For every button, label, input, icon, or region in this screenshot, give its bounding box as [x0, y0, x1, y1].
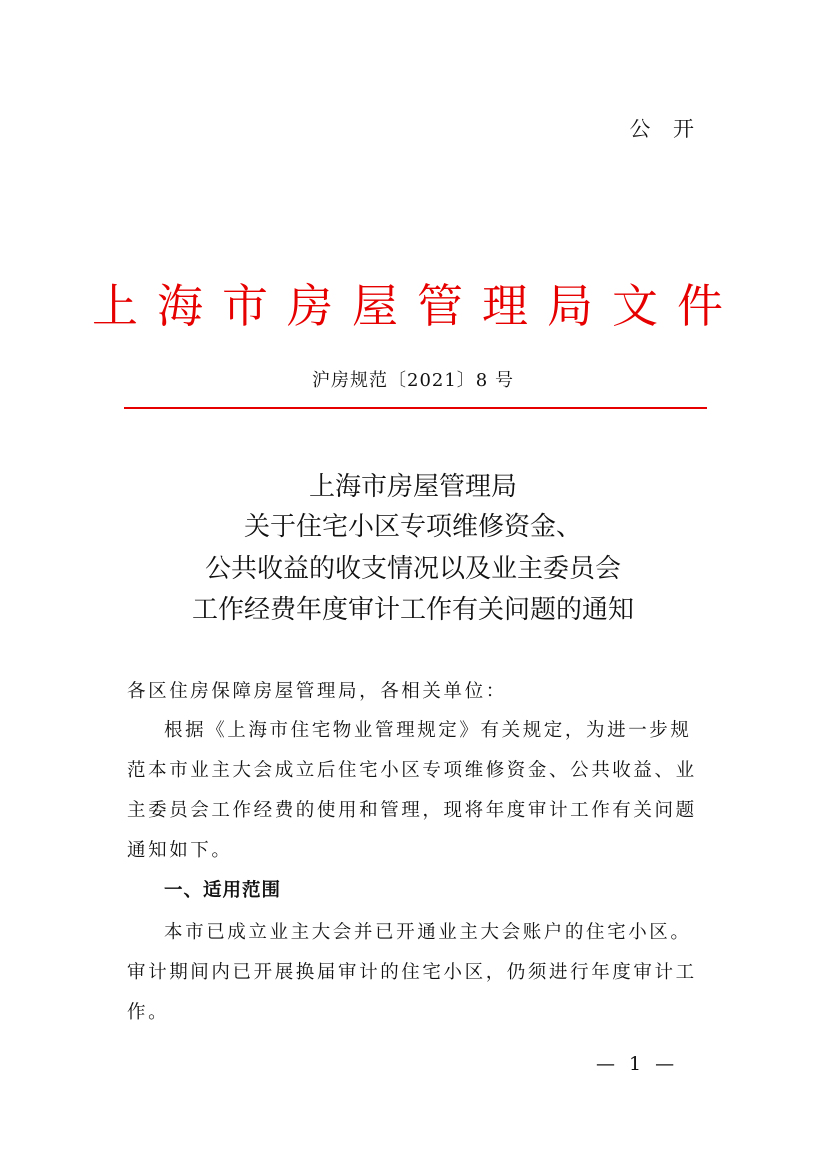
- paragraph-2-line-3: 作。: [127, 1002, 170, 1023]
- paragraph-1-line-1: 根据《上海市住宅物业管理规定》有关规定，为进一步规: [164, 720, 692, 741]
- paragraph-1-line-3: 主委员会工作经费的使用和管理，现将年度审计工作有关问题: [127, 800, 697, 821]
- document-number: 沪房规范〔2021〕8 号: [312, 370, 514, 391]
- title-line-3: 公共收益的收支情况以及业主委员会: [204, 554, 621, 584]
- paragraph-1-line-2: 范本市业主大会成立后住宅小区专项维修资金、公共收益、业: [127, 760, 697, 781]
- issuer-heading: 上海市房屋管理局文件: [92, 279, 742, 333]
- red-divider: [124, 407, 707, 409]
- paragraph-2-line-2: 审计期间内已开展换届审计的住宅小区，仍须进行年度审计工: [127, 962, 697, 983]
- title-line-4: 工作经费年度审计工作有关问题的通知: [191, 595, 634, 625]
- addressee: 各区住房保障房屋管理局，各相关单位：: [127, 681, 507, 702]
- title-line-2: 关于住宅小区专项维修资金、: [243, 512, 582, 542]
- paragraph-2-line-1: 本市已成立业主大会并已开通业主大会账户的住宅小区。: [164, 922, 692, 943]
- page-number: — 1 —: [596, 1053, 679, 1075]
- paragraph-1-line-4: 通知如下。: [127, 840, 233, 861]
- title-line-1: 上海市房屋管理局: [308, 472, 517, 502]
- disclosure-label: 公 开: [629, 117, 702, 141]
- section-1-heading: 一、适用范围: [164, 880, 282, 901]
